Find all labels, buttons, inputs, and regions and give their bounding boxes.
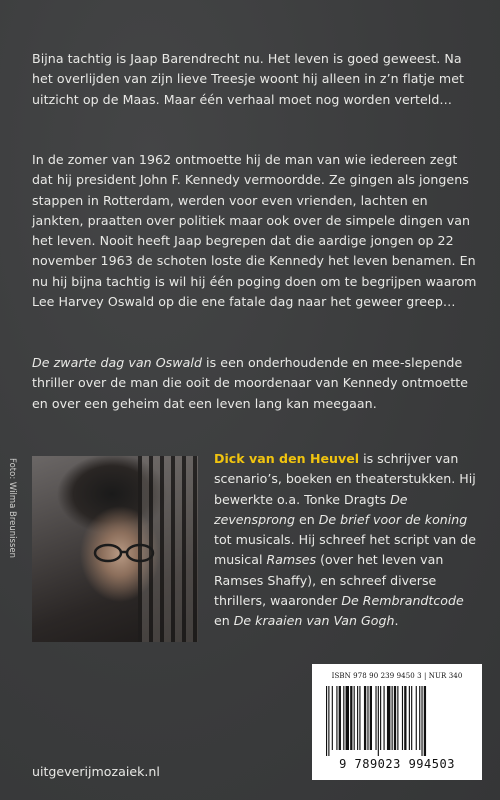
barcode-stripe <box>387 686 390 750</box>
photo-credit-text: Foto: Wilma Breunissen <box>7 458 17 558</box>
publisher-website: uitgeverijmozaiek.nl <box>32 764 160 779</box>
bio-text-4: (over het leven van Ramses Shaffy), en schreef diverse thrillers, waaronder <box>214 552 444 609</box>
bio-title-1: De zevensprong <box>214 491 408 527</box>
barcode-stripe <box>370 686 372 750</box>
barcode-stripe <box>384 686 385 750</box>
barcode-stripe <box>397 686 398 750</box>
barcode-stripe <box>354 686 355 750</box>
barcode-stripe <box>346 686 349 750</box>
barcode-stripe <box>378 686 379 756</box>
author-bio <box>214 449 480 632</box>
barcode-stripe <box>380 686 381 750</box>
bio-title-5: De kraaien van Van Gogh <box>233 613 395 629</box>
book-title: De zwarte dag van Oswald <box>32 355 202 370</box>
barcode-stripe <box>359 686 360 750</box>
bio-title-2: De brief voor de koning <box>318 511 468 527</box>
barcode-stripe <box>350 686 352 750</box>
bio-text-2: en <box>294 511 319 527</box>
barcode-stripe <box>416 686 417 750</box>
bio-title-4: De Rembrandtcode <box>341 593 464 609</box>
blurb-paragraph-1: Bijna tachtig is Jaap Barendrecht nu. Het leven is goed geweest. Na het overlijden van zijn lieve Treesje woont hij alleen in z’n flatje met uitzicht op de Maas. Maar één verhaal moet nog worden verteld… <box>32 51 465 107</box>
barcode-stripe <box>404 686 406 750</box>
barcode-stripe <box>375 686 376 750</box>
barcode-stripe <box>332 686 333 750</box>
blurb-paragraph-3-text: is een onderhoudende en mee-slepende thriller over de man die ooit de moordenaar van Kennedy ontmoette en over een geheim dat een leven lang kan meegaan. <box>32 355 469 411</box>
barcode-stripe <box>419 686 420 750</box>
isbn-line: ISBN 978 90 239 9450 3 | NUR 340 <box>331 672 463 680</box>
bio-title-3: Ramses <box>266 552 317 568</box>
blurb-paragraph-2: In de zomer van 1962 ontmoette hij de man van wie iedereen zegt dat hij president John F. Kennedy vermoordde. Ze gingen als jongens stappen in Rotterdam, werden voor even vrienden, lachten en jankten, praatten over politiek maar ook over de simpele dingen van het leven. Nooit heeft Jaap begrepen dat die aardige jongen op 22 november 1963 de schoten loste die Kennedy het leven benamen. En nu hij bijna tachtig is wil hij één poging doen om te begrijpen waarom Lee Harvey Oswald op die ene fatale dag naar het geweer greep… <box>32 152 477 310</box>
author-name: Dick van den Heuvel <box>214 451 360 466</box>
barcode-stripe <box>411 686 412 750</box>
barcode-number: 9 789023 994503 <box>339 757 455 771</box>
barcode-stripe <box>336 686 337 750</box>
barcode-block <box>312 664 482 780</box>
barcode-stripe <box>326 686 327 756</box>
barcode-stripe <box>357 686 358 750</box>
blurb-paragraph-3 <box>32 353 478 414</box>
glasses-shape <box>92 542 158 564</box>
barcode-stripe <box>364 686 366 750</box>
barcode-stripe <box>394 686 396 750</box>
bio-text-5: en <box>214 613 234 629</box>
author-photo <box>32 456 198 642</box>
photo-credit <box>5 458 21 608</box>
barcode-stripe <box>402 686 403 750</box>
barcode-stripe <box>421 686 422 756</box>
barcode-stripe <box>367 686 368 750</box>
barcode-stripe <box>328 686 329 756</box>
barcode-stripe <box>392 686 393 750</box>
barcode-stripe <box>409 686 410 750</box>
bio-text-1: is schrijver van scenario’s, boeken en theaterstukken. Hij bewerkte o.a. Tonke Dragts <box>214 451 476 507</box>
barcode-stripe <box>343 686 344 750</box>
bio-text-3: tot musicals. Hij schreef het script van de musical <box>214 532 477 568</box>
barcode-stripe <box>339 686 341 750</box>
barcode-bars <box>324 686 470 756</box>
barcode-stripe <box>424 686 426 756</box>
bio-text-6: . <box>394 613 399 629</box>
